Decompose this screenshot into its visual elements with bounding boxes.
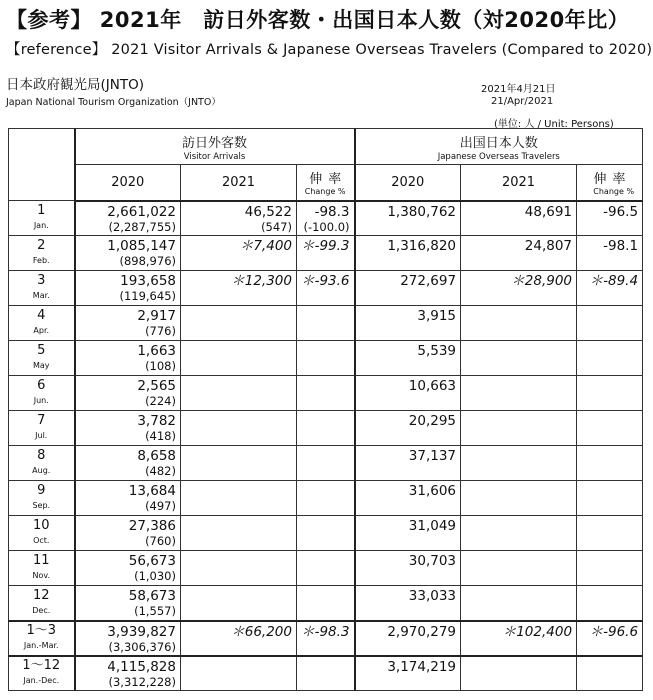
travelers-change-cell bbox=[577, 271, 643, 306]
visitor-arrivals-header-en: Visitor Arrivals bbox=[183, 151, 246, 162]
table-header-row-1 bbox=[9, 129, 643, 165]
japanese-travelers-header bbox=[355, 129, 643, 165]
travelers-change-value: -96.5 bbox=[603, 203, 639, 220]
visitor-2021-cell bbox=[181, 271, 297, 306]
visitor-2020-prev-value: (2,287,755) bbox=[108, 219, 176, 234]
page-title: 【参考】 2021年 訪日外客数・出国日本人数（対2020年比） bbox=[6, 8, 630, 32]
visitor-2020-value: 193,658 bbox=[120, 273, 176, 289]
change-label-en: Change % bbox=[304, 187, 346, 197]
visitor-2020-prev-value: (898,976) bbox=[119, 254, 176, 268]
month-number: 9 bbox=[37, 483, 46, 498]
visitor-2021-cell bbox=[181, 516, 297, 551]
visitor-2020-value: 58,673 bbox=[128, 588, 176, 604]
travelers-2020-cell bbox=[355, 236, 461, 271]
travelers-change-cell bbox=[577, 341, 643, 376]
organization-name-ja: 日本政府観光局(JNTO) bbox=[6, 77, 144, 93]
year-label: 2021 bbox=[501, 174, 536, 190]
table-row bbox=[9, 306, 643, 341]
month-number: 10 bbox=[32, 518, 50, 533]
month-name-en: Feb. bbox=[32, 256, 50, 265]
visitor-2020-value: 2,661,022 bbox=[107, 203, 176, 220]
travelers-change-cell bbox=[577, 481, 643, 516]
travelers-change-value: ＊-89.4 bbox=[589, 273, 639, 289]
visitor-2020-header bbox=[75, 165, 181, 201]
visitor-change-header bbox=[297, 165, 355, 201]
travelers-change-cell bbox=[577, 586, 643, 621]
visitor-change-cell bbox=[297, 271, 355, 306]
travelers-2021-cell bbox=[461, 341, 577, 376]
month-name-en: Aug. bbox=[32, 466, 51, 475]
visitor-2020-cell bbox=[75, 516, 181, 551]
visitor-2020-prev-value: (3,306,376) bbox=[108, 639, 176, 654]
travelers-2020-value: 37,137 bbox=[408, 448, 457, 464]
visitor-2020-cell bbox=[75, 411, 181, 446]
travelers-change-value: -98.1 bbox=[603, 238, 639, 254]
visitor-2020-prev-value: (418) bbox=[145, 429, 176, 443]
visitor-change-cell bbox=[297, 516, 355, 551]
travelers-2020-value: 1,380,762 bbox=[387, 203, 457, 220]
travelers-2020-cell bbox=[355, 586, 461, 621]
month-number: 2 bbox=[37, 238, 46, 253]
month-name-en: Oct. bbox=[33, 536, 50, 545]
visitor-2021-value: 46,522 bbox=[244, 203, 292, 220]
visitor-2021-cell bbox=[181, 656, 297, 691]
travelers-2020-cell bbox=[355, 516, 461, 551]
month-cell bbox=[9, 341, 75, 376]
travelers-2020-cell bbox=[355, 306, 461, 341]
table-row bbox=[9, 446, 643, 481]
month-number: 5 bbox=[37, 343, 46, 358]
table-row bbox=[9, 586, 643, 621]
month-name-en: May bbox=[32, 361, 50, 370]
travelers-change-cell bbox=[577, 411, 643, 446]
visitor-2021-prev-value: (547) bbox=[261, 219, 292, 234]
month-number: 7 bbox=[37, 413, 46, 428]
travelers-2021-cell bbox=[461, 236, 577, 271]
page-subtitle: 【reference】 2021 Visitor Arrivals & Japanese Overseas Travelers (Compared to 2020) bbox=[6, 42, 653, 58]
visitor-2020-cell bbox=[75, 376, 181, 411]
visitor-2020-prev-value: (1,030) bbox=[134, 569, 176, 583]
travelers-2021-value: ＊28,900 bbox=[511, 273, 573, 289]
visitor-change-cell bbox=[297, 201, 355, 236]
visitor-2021-cell bbox=[181, 341, 297, 376]
change-label-ja: 伸率 bbox=[593, 172, 632, 188]
visitor-change-cell bbox=[297, 376, 355, 411]
travelers-2020-value: 31,049 bbox=[408, 518, 457, 534]
year-label: 2020 bbox=[111, 174, 145, 190]
month-cell bbox=[9, 621, 75, 656]
travelers-2020-value: 1,316,820 bbox=[387, 238, 457, 254]
travelers-change-cell bbox=[577, 621, 643, 656]
table-row bbox=[9, 201, 643, 236]
visitor-2020-prev-value: (119,645) bbox=[119, 289, 176, 303]
travelers-2020-cell bbox=[355, 656, 461, 691]
visitor-2020-value: 2,565 bbox=[137, 378, 176, 394]
visitor-2020-cell bbox=[75, 236, 181, 271]
travelers-change-header bbox=[577, 165, 643, 201]
visitor-2020-value: 2,917 bbox=[137, 308, 176, 324]
visitor-change-cell bbox=[297, 341, 355, 376]
year-label: 2021 bbox=[221, 174, 256, 190]
visitor-2021-value: ＊7,400 bbox=[239, 238, 292, 254]
visitor-2020-cell bbox=[75, 481, 181, 516]
travelers-2021-cell bbox=[461, 551, 577, 586]
travelers-2021-cell bbox=[461, 656, 577, 691]
visitor-change-value: ＊-98.3 bbox=[301, 623, 350, 640]
month-cell bbox=[9, 481, 75, 516]
travelers-2020-cell bbox=[355, 446, 461, 481]
visitor-2020-prev-value: (482) bbox=[145, 464, 176, 478]
visitor-2021-cell bbox=[181, 551, 297, 586]
visitor-2021-value: ＊12,300 bbox=[231, 273, 292, 289]
travelers-2021-value: ＊102,400 bbox=[502, 623, 573, 640]
month-header-blank bbox=[9, 129, 75, 201]
japanese-travelers-header-ja: 出国日本人数 bbox=[459, 135, 538, 151]
visitor-arrivals-header-ja: 訪日外客数 bbox=[182, 135, 248, 151]
table-row bbox=[9, 236, 643, 271]
travelers-2021-cell bbox=[461, 516, 577, 551]
table-header-row-2 bbox=[9, 165, 643, 201]
travelers-change-cell bbox=[577, 376, 643, 411]
visitor-2020-value: 8,658 bbox=[137, 448, 176, 464]
table-row bbox=[9, 411, 643, 446]
travelers-2021-header bbox=[461, 165, 577, 201]
visitor-2020-cell bbox=[75, 341, 181, 376]
visitor-2020-prev-value: (776) bbox=[145, 324, 176, 338]
travelers-2020-cell bbox=[355, 621, 461, 656]
visitor-2020-cell bbox=[75, 551, 181, 586]
visitor-2020-value: 27,386 bbox=[128, 518, 176, 534]
travelers-2021-cell bbox=[461, 446, 577, 481]
visitor-2020-cell bbox=[75, 586, 181, 621]
change-label-ja: 伸率 bbox=[309, 172, 348, 188]
visitor-2020-cell bbox=[75, 306, 181, 341]
month-name-en: Jul. bbox=[35, 431, 48, 440]
travelers-2021-cell bbox=[461, 481, 577, 516]
month-number: 12 bbox=[32, 587, 50, 603]
travelers-change-cell bbox=[577, 446, 643, 481]
visitor-2021-cell bbox=[181, 481, 297, 516]
visitor-2020-prev-value: (3,312,228) bbox=[108, 674, 176, 689]
travelers-2020-value: 30,703 bbox=[408, 553, 457, 569]
visitor-change-cell bbox=[297, 306, 355, 341]
month-name-en: Mar. bbox=[32, 291, 50, 300]
table-row bbox=[9, 341, 643, 376]
travelers-change-cell bbox=[577, 201, 643, 236]
change-label-en: Change % bbox=[593, 187, 635, 197]
month-number: 4 bbox=[37, 308, 46, 323]
table-body bbox=[9, 201, 643, 691]
travelers-2020-value: 2,970,279 bbox=[387, 623, 457, 640]
month-name-en: Jan.-Mar. bbox=[23, 641, 59, 650]
travelers-change-cell bbox=[577, 236, 643, 271]
visitor-2020-value: 56,673 bbox=[128, 553, 176, 569]
travelers-2021-cell bbox=[461, 411, 577, 446]
release-date-en: 21/Apr/2021 bbox=[491, 96, 554, 107]
visitor-2021-cell bbox=[181, 411, 297, 446]
month-number: 6 bbox=[37, 378, 46, 393]
visitor-2020-cell bbox=[75, 446, 181, 481]
unit-label: (単位: 人 / Unit: Persons) bbox=[494, 119, 614, 130]
travelers-2021-cell bbox=[461, 376, 577, 411]
travelers-2020-value: 272,697 bbox=[400, 273, 457, 289]
month-number: 11 bbox=[32, 553, 50, 568]
travelers-2020-header bbox=[355, 165, 461, 201]
travelers-2020-cell bbox=[355, 481, 461, 516]
visitor-change-prev-value: (-100.0) bbox=[303, 219, 350, 234]
table-row bbox=[9, 516, 643, 551]
travelers-change-cell bbox=[577, 551, 643, 586]
visitor-change-cell bbox=[297, 411, 355, 446]
release-date-ja: 2021年4月21日 bbox=[481, 84, 556, 95]
visitor-2020-cell bbox=[75, 656, 181, 691]
travelers-2021-cell bbox=[461, 586, 577, 621]
travelers-2021-cell bbox=[461, 271, 577, 306]
visitor-2020-value: 4,115,828 bbox=[107, 658, 176, 675]
month-number: 3 bbox=[37, 273, 46, 288]
travelers-2020-cell bbox=[355, 271, 461, 306]
year-label: 2020 bbox=[391, 174, 425, 190]
travelers-2021-value: 48,691 bbox=[524, 203, 573, 220]
visitor-change-value: ＊-93.6 bbox=[301, 273, 350, 289]
month-cell bbox=[9, 306, 75, 341]
visitor-change-value: -98.3 bbox=[314, 203, 350, 220]
visitor-change-cell bbox=[297, 446, 355, 481]
travelers-2020-cell bbox=[355, 411, 461, 446]
month-name-en: Jun. bbox=[33, 396, 49, 405]
month-cell bbox=[9, 446, 75, 481]
month-number: 8 bbox=[37, 448, 46, 463]
month-cell bbox=[9, 551, 75, 586]
visitor-2020-prev-value: (108) bbox=[145, 359, 176, 373]
travelers-change-cell bbox=[577, 306, 643, 341]
month-name-en: Sep. bbox=[32, 501, 51, 510]
month-number: 1～3 bbox=[26, 623, 57, 638]
visitor-2021-cell bbox=[181, 586, 297, 621]
month-name-en: Nov. bbox=[32, 571, 51, 580]
travelers-2020-cell bbox=[355, 341, 461, 376]
organization-name-en: Japan National Tourism Organization（JNTO） bbox=[6, 97, 221, 108]
visitor-2021-cell bbox=[181, 446, 297, 481]
visitor-2020-prev-value: (1,557) bbox=[134, 604, 176, 618]
travelers-2020-value: 33,033 bbox=[408, 588, 457, 604]
visitor-2020-cell bbox=[75, 271, 181, 306]
travelers-2020-value: 5,539 bbox=[417, 343, 457, 359]
visitor-2020-value: 13,684 bbox=[128, 483, 176, 499]
visitor-2020-prev-value: (224) bbox=[145, 394, 176, 408]
month-cell bbox=[9, 516, 75, 551]
travelers-2021-cell bbox=[461, 201, 577, 236]
month-number: 1～12 bbox=[22, 658, 61, 674]
visitor-2020-cell bbox=[75, 201, 181, 236]
travelers-2020-cell bbox=[355, 201, 461, 236]
month-number: 1 bbox=[37, 203, 46, 218]
visitor-arrivals-header bbox=[75, 129, 355, 165]
month-name-en: Apr. bbox=[33, 326, 50, 335]
visitor-change-cell bbox=[297, 481, 355, 516]
month-cell bbox=[9, 376, 75, 411]
month-cell bbox=[9, 411, 75, 446]
visitor-2020-value: 1,663 bbox=[137, 343, 176, 359]
visitor-change-cell bbox=[297, 236, 355, 271]
visitor-change-cell bbox=[297, 656, 355, 691]
travelers-change-value: ＊-96.6 bbox=[589, 623, 639, 640]
travelers-2020-value: 3,174,219 bbox=[387, 658, 457, 675]
visitor-2020-cell bbox=[75, 621, 181, 656]
travelers-2020-value: 3,915 bbox=[417, 308, 457, 324]
month-name-en: Jan.-Dec. bbox=[23, 676, 60, 686]
visitor-2021-cell bbox=[181, 201, 297, 236]
table-row bbox=[9, 481, 643, 516]
travelers-2021-cell bbox=[461, 306, 577, 341]
table-row bbox=[9, 621, 643, 656]
travelers-2020-value: 31,606 bbox=[408, 483, 457, 499]
month-name-en: Jan. bbox=[33, 221, 49, 230]
month-cell bbox=[9, 236, 75, 271]
travelers-2020-cell bbox=[355, 376, 461, 411]
month-name-en: Dec. bbox=[32, 605, 51, 615]
visitor-change-cell bbox=[297, 586, 355, 621]
visitor-2020-value: 1,085,147 bbox=[107, 238, 176, 254]
visitor-2021-cell bbox=[181, 621, 297, 656]
table-row bbox=[9, 376, 643, 411]
table-row bbox=[9, 271, 643, 306]
month-cell bbox=[9, 656, 75, 691]
visitor-2021-cell bbox=[181, 376, 297, 411]
month-cell bbox=[9, 201, 75, 236]
visitor-2020-prev-value: (497) bbox=[145, 499, 176, 513]
visitor-2020-value: 3,782 bbox=[137, 413, 176, 429]
visitor-2020-prev-value: (760) bbox=[145, 534, 176, 548]
visitor-2020-value: 3,939,827 bbox=[107, 623, 176, 640]
visitor-2021-value: ＊66,200 bbox=[231, 623, 292, 640]
month-cell bbox=[9, 271, 75, 306]
travelers-change-cell bbox=[577, 516, 643, 551]
month-cell bbox=[9, 586, 75, 621]
travelers-2020-cell bbox=[355, 551, 461, 586]
travelers-2021-value: 24,807 bbox=[524, 238, 573, 254]
visitor-change-value: ＊-99.3 bbox=[301, 238, 350, 254]
table-row bbox=[9, 656, 643, 691]
travelers-2020-value: 20,295 bbox=[408, 413, 457, 429]
travelers-change-cell bbox=[577, 656, 643, 691]
travelers-2020-value: 10,663 bbox=[408, 378, 457, 394]
visitor-change-cell bbox=[297, 621, 355, 656]
visitor-2021-header bbox=[181, 165, 297, 201]
statistics-table bbox=[8, 128, 643, 691]
travelers-2021-cell bbox=[461, 621, 577, 656]
visitor-2021-cell bbox=[181, 306, 297, 341]
japanese-travelers-header-en: Japanese Overseas Travelers bbox=[437, 151, 560, 162]
visitor-change-cell bbox=[297, 551, 355, 586]
visitor-2021-cell bbox=[181, 236, 297, 271]
table-row bbox=[9, 551, 643, 586]
